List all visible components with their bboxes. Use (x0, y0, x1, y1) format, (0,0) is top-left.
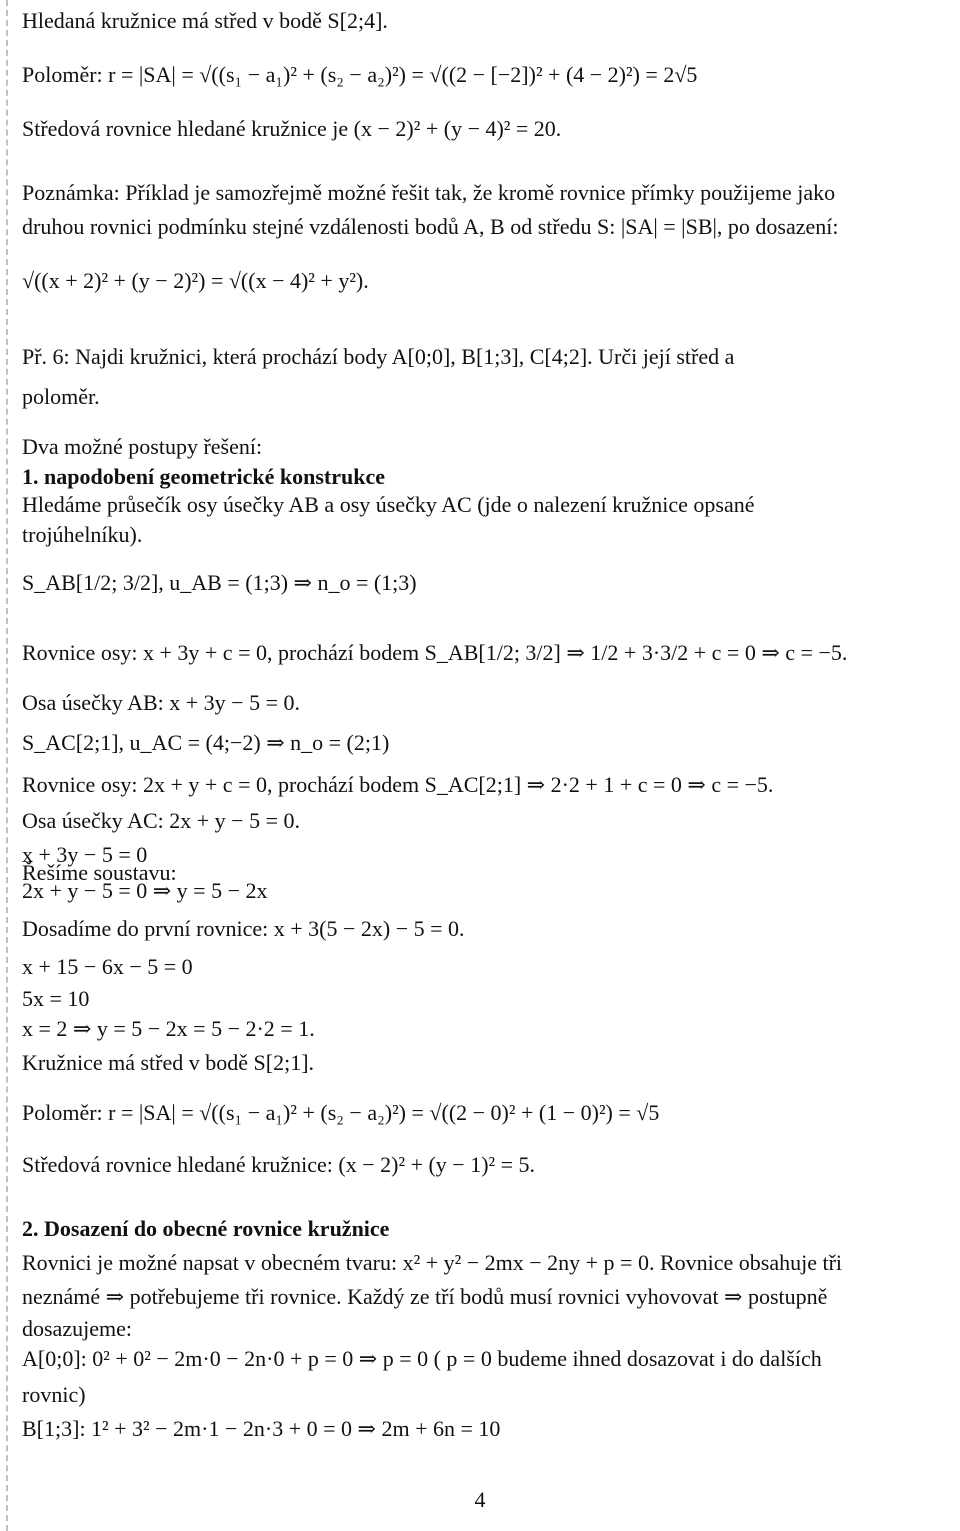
text-line: √((x + 2)² + (y − 2)²) = √((x − 4)² + y²). (22, 268, 369, 293)
page-number: 4 (474, 1487, 486, 1512)
text-line: 2x + y − 5 = 0 ⇒ y = 5 − 2x (22, 878, 268, 903)
text-line: druhou rovnici podmínku stejné vzdálenosti bodů A, B od středu S: |SA| = |SB|, po dosazení: (22, 214, 839, 239)
text-line: Rovnice osy: 2x + y + c = 0, prochází bodem S_AC[2;1] ⇒ 2·2 + 1 + c = 0 ⇒ c = −5. (22, 772, 774, 797)
text-line: Osa úsečky AC: 2x + y − 5 = 0. (22, 808, 300, 833)
text-line: Osa úsečky AB: x + 3y − 5 = 0. (22, 690, 300, 715)
text-line: Př. 6: Najdi kružnici, která prochází body A[0;0], B[1;3], C[4;2]. Urči její střed a (22, 344, 735, 369)
text-line: x + 15 − 6x − 5 = 0 (22, 954, 193, 979)
text-line: Rovnice osy: x + 3y + c = 0, prochází bodem S_AB[1/2; 3/2] ⇒ 1/2 + 3·3/2 + c = 0 ⇒ c = −5. (22, 640, 848, 665)
text-line: S_AB[1/2; 3/2], u_AB = (1;3) ⇒ n_o = (1;3) (22, 570, 417, 595)
text-line: Poloměr: r = |SA| = √((s₁ − a₁)² + (s₂ − a₂)²) = √((2 − [−2])² + (4 − 2)²) = 2√5 (22, 62, 698, 87)
text-line: Hledáme průsečík osy úsečky AB a osy úsečky AC (jde o nalezení kružnice opsané (22, 492, 755, 517)
text-line: Kružnice má střed v bodě S[2;1]. (22, 1050, 315, 1075)
text-line: Středová rovnice hledané kružnice: (x − 2)² + (y − 1)² = 5. (22, 1152, 536, 1177)
text-line: dosazujeme: (22, 1316, 132, 1341)
text-line: 2. Dosazení do obecné rovnice kružnice (22, 1216, 390, 1241)
text-line: Poloměr: r = |SA| = √((s₁ − a₁)² + (s₂ − a₂)²) = √((2 − 0)² + (1 − 0)²) = √5 (22, 1100, 660, 1125)
text-line: S_AC[2;1], u_AC = (4;−2) ⇒ n_o = (2;1) (22, 730, 390, 755)
text-line: 5x = 10 (22, 986, 90, 1011)
text-line: B[1;3]: 1² + 3² − 2m·1 − 2n·3 + 0 = 0 ⇒ 2m + 6n = 10 (22, 1416, 501, 1441)
text-line: poloměr. (22, 384, 100, 409)
text-line: trojúhelníku). (22, 522, 143, 547)
text-line: Rovnici je možné napsat v obecném tvaru: x² + y² − 2mx − 2ny + p = 0. Rovnice obsahuje tři (22, 1250, 843, 1275)
text-line: Hledaná kružnice má střed v bodě S[2;4]. (22, 8, 388, 33)
text-line: neznámé ⇒ potřebujeme tři rovnice. Každý ze tří bodů musí rovnici vyhovovat ⇒ postupně (22, 1284, 828, 1309)
text-line: 1. napodobení geometrické konstrukce (22, 464, 385, 489)
text-line: Dosadíme do první rovnice: x + 3(5 − 2x) − 5 = 0. (22, 916, 465, 941)
text-line: rovnic) (22, 1382, 86, 1407)
text-line: x + 3y − 5 = 0 (22, 842, 148, 867)
text-line: Poznámka: Příklad je samozřejmě možné řešit tak, že kromě rovnice přímky použijeme jako (22, 180, 836, 205)
text-line: Středová rovnice hledané kružnice je (x − 2)² + (y − 4)² = 20. (22, 116, 562, 141)
text-line: x = 2 ⇒ y = 5 − 2x = 5 − 2·2 = 1. (22, 1016, 315, 1041)
text-line: Řešíme soustavu: (22, 860, 177, 885)
margin-line (6, 0, 8, 1531)
text-line: A[0;0]: 0² + 0² − 2m·0 − 2n·0 + p = 0 ⇒ p = 0 ( p = 0 budeme ihned dosazovat i do dalších (22, 1346, 822, 1371)
text-line: Dva možné postupy řešení: (22, 434, 263, 459)
